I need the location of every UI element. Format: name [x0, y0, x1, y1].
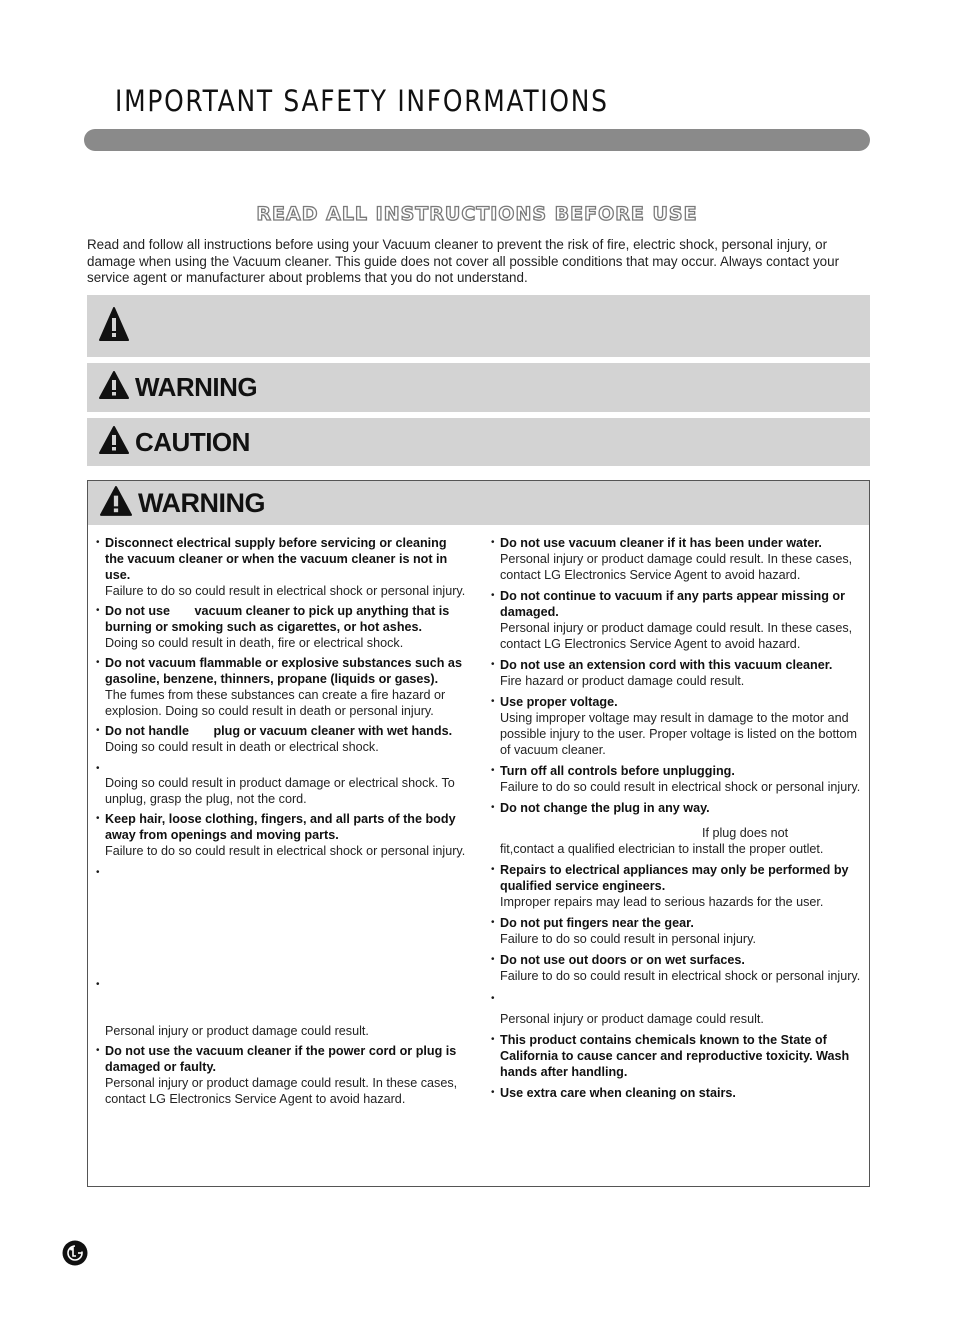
- symbol-band: [87, 295, 870, 357]
- item-heading: Do not continue to vacuum if any parts appear missing or damaged.: [500, 589, 845, 619]
- item-heading: Do not use vacuum cleaner if it has been under water.: [500, 536, 822, 550]
- item-heading: Do not use an extension cord with this vacuum cleaner.: [500, 658, 833, 672]
- warning-column-right: [491, 535, 863, 1101]
- caution-band: [87, 418, 870, 466]
- warning-triangle-icon: [100, 486, 132, 521]
- item-description: Fire hazard or product damage could result.: [500, 674, 745, 688]
- list-item: • Turn off all controls before unplugging. Failure to do so could result in electrical shock or personal injury.: [491, 763, 863, 795]
- item-heading: Repairs to electrical appliances may only be performed by qualified service engineers.: [500, 863, 849, 893]
- list-item: • Do not vacuum flammable or explosive substances such as gasoline, benzene, thinners, propane (liquids or gases). The fumes from these substances can create a fire hazard or explosion. Doing so could result in death or personal injury.: [96, 655, 468, 719]
- warning-band: [87, 363, 870, 412]
- item-description: Failure to do so could result in electrical shock or personal injury.: [500, 969, 861, 983]
- item-description: Failure to do so could result in personal injury.: [500, 932, 756, 946]
- list-item: • Disconnect electrical supply before servicing or cleaning the vacuum cleaner or when the vacuum cleaner is not in use. Failure to do so could result in electrical shock or personal injury.: [96, 535, 468, 599]
- warning-label: WARNING: [135, 372, 258, 402]
- list-item: •: [96, 867, 100, 878]
- intro-paragraph: Read and follow all instructions before using your Vacuum cleaner to prevent the risk of fire, electric shock, personal injury, or damage when using the Vacuum cleaner. This guide does not cover all possible conditions that may occur. Always contact your service agent or manufacturer about problems that you do not understand.: [87, 237, 840, 285]
- list-item: • Do not use out doors or on wet surfaces. Failure to do so could result in electrical shock or personal injury.: [491, 952, 863, 984]
- warning-box-title: WARNING: [138, 487, 265, 518]
- caution-label: CAUTION: [135, 426, 250, 457]
- list-item: • Personal injury or product damage could result.: [491, 989, 863, 1027]
- warning-triangle-icon: [99, 307, 129, 346]
- item-heading: Do not use vacuum cleaner to pick up anything that is burning or smoking such as cigarettes, or hot ashes.: [105, 604, 453, 634]
- item-heading: Use proper voltage.: [500, 695, 618, 709]
- item-heading: Do not use the vacuum cleaner if the power cord or plug is damaged or faulty.: [105, 1044, 457, 1074]
- list-item: • Do not use the vacuum cleaner if the power cord or plug is damaged or faulty. Personal injury or product damage could result. In these cases, contact LG Electronics Service Agent to avoid hazard.: [96, 1043, 468, 1107]
- list-item: • Do not use vacuum cleaner if it has been under water. Personal injury or product damage could result. In these cases, contact LG Electronics Service Agent to avoid hazard.: [491, 535, 863, 583]
- item-description: Personal injury or product damage could result. In these cases, contact LG Electronics Service Agent to avoid hazard.: [105, 1076, 458, 1106]
- warning-column-left: [96, 535, 468, 1107]
- item-description: Personal injury or product damage could result.: [105, 1024, 369, 1038]
- item-description: Doing so could result in death or electrical shock.: [105, 740, 379, 754]
- list-item: • This product contains chemicals known to the State of California to cause cancer and reproductive toxicity. Wash hands after handling.: [491, 1032, 863, 1080]
- item-heading: Do not handle plug or vacuum cleaner with wet hands.: [105, 724, 453, 738]
- read-all-heading: READ ALL INSTRUCTIONS BEFORE USE: [256, 203, 698, 225]
- item-description: Using improper voltage may result in damage to the motor and possible injury to the user. Proper voltage is listed on the bottom of vacuum cleaner.: [500, 711, 858, 757]
- item-description: Personal injury or product damage could result. In these cases, contact LG Electronics Service Agent to avoid hazard.: [500, 621, 853, 651]
- title-divider-bar: [84, 129, 870, 151]
- list-item: • Personal injury or product damage could result.: [96, 975, 468, 1039]
- list-item: • Do not use vacuum cleaner to pick up anything that is burning or smoking such as cigarettes, or hot ashes. Doing so could result in death, fire or electrical shock.: [96, 603, 468, 651]
- warning-box: [87, 480, 870, 1187]
- item-heading: Use extra care when cleaning on stairs.: [500, 1086, 736, 1100]
- item-heading: Keep hair, loose clothing, fingers, and all parts of the body away from openings and moving parts.: [105, 812, 456, 842]
- warning-triangle-icon: [99, 426, 129, 459]
- item-heading: Disconnect electrical supply before servicing or cleaning the vacuum cleaner or when the vacuum cleaner is not in use.: [105, 536, 448, 582]
- page-title: IMPORTANT SAFETY INFORMATIONS: [115, 84, 609, 118]
- item-heading: This product contains chemicals known to the State of California to cause cancer and reproductive toxicity. Wash hands after handling.: [500, 1033, 850, 1079]
- list-item: • Keep hair, loose clothing, fingers, and all parts of the body away from openings and moving parts. Failure to do so could result in electrical shock or personal injury.: [96, 811, 468, 859]
- item-description: Failure to do so could result in electrical shock or personal injury.: [105, 584, 466, 598]
- list-item: • Use proper voltage. Using improper voltage may result in damage to the motor and possible injury to the user. Proper voltage is listed on the bottom of vacuum cleaner.: [491, 694, 863, 758]
- item-heading: Do not use out doors or on wet surfaces.: [500, 953, 745, 967]
- item-description: The fumes from these substances can create a fire hazard or explosion. Doing so could result in death or personal injury.: [105, 688, 446, 718]
- list-item: • Do not continue to vacuum if any parts appear missing or damaged. Personal injury or product damage could result. In these cases, contact LG Electronics Service Agent to avoid hazard.: [491, 588, 863, 652]
- warning-triangle-icon: [99, 371, 129, 404]
- item-heading: Do not change the plug in any way.: [500, 801, 710, 815]
- item-description: Improper repairs may lead to serious hazards for the user.: [500, 895, 824, 909]
- item-description: Failure to do so could result in electrical shock or personal injury.: [500, 780, 861, 794]
- item-heading: Turn off all controls before unplugging.: [500, 764, 735, 778]
- list-item: • Use extra care when cleaning on stairs.: [491, 1085, 863, 1101]
- item-description: Failure to do so could result in electrical shock or personal injury.: [105, 844, 466, 858]
- item-description: Doing so could result in product damage or electrical shock. To unplug, grasp the plug, not the cord.: [105, 776, 455, 806]
- list-item: • Repairs to electrical appliances may only be performed by qualified service engineers. Improper repairs may lead to serious hazards for the user.: [491, 862, 863, 910]
- list-item: • Do not put fingers near the gear. Failure to do so could result in personal injury.: [491, 915, 863, 947]
- warning-box-header: [88, 481, 869, 525]
- item-description: Personal injury or product damage could result.: [500, 1012, 764, 1026]
- item-heading: Do not vacuum flammable or explosive substances such as gasoline, benzene, thinners, propane (liquids or gases).: [105, 656, 462, 686]
- item-description: Doing so could result in death, fire or electrical shock.: [105, 636, 404, 650]
- lg-logo: [62, 1240, 88, 1271]
- item-description: Personal injury or product damage could result. In these cases, contact LG Electronics Service Agent to avoid hazard.: [500, 552, 853, 582]
- list-item: • Doing so could result in product damage or electrical shock. To unplug, grasp the plug, not the cord.: [96, 759, 468, 807]
- item-heading: Do not put fingers near the gear.: [500, 916, 694, 930]
- list-item: • Do not use an extension cord with this vacuum cleaner. Fire hazard or product damage could result.: [491, 657, 863, 689]
- item-description: If plug does not fit,contact a qualified electrician to install the proper outlet.: [500, 826, 824, 856]
- list-item: • Do not change the plug in any way. If plug does not fit,contact a qualified electrician to install the proper outlet.: [491, 800, 863, 857]
- list-item: • Do not handle plug or vacuum cleaner with wet hands. Doing so could result in death or electrical shock.: [96, 723, 468, 755]
